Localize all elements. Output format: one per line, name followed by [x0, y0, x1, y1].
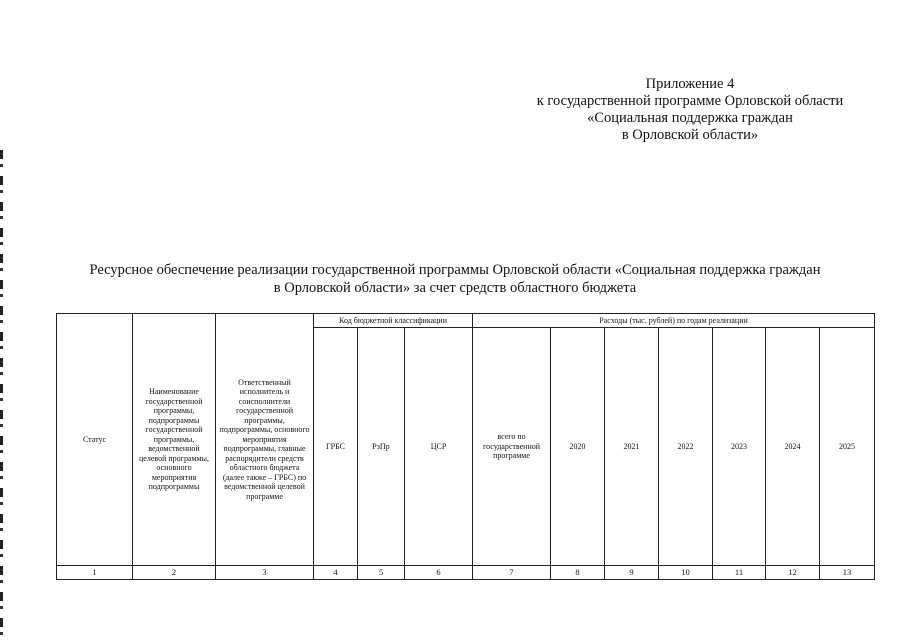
header-total: всего по государственной программе: [473, 328, 551, 566]
appendix-line-2: к государственной программе Орловской области: [536, 93, 844, 109]
scan-edge-artifact: [0, 150, 3, 640]
header-rzpr: РзПр: [358, 328, 405, 566]
appendix-line-1: Приложение 4: [645, 76, 735, 92]
column-number: 5: [358, 566, 405, 580]
column-number: 6: [405, 566, 473, 580]
column-number: 10: [659, 566, 713, 580]
column-number: 9: [605, 566, 659, 580]
appendix-line-4: в Орловской области»: [621, 127, 759, 143]
header-csr: ЦСР: [405, 328, 473, 566]
title-line-2: в Орловской области» за счет средств областного бюджета: [273, 280, 637, 296]
column-number: 7: [473, 566, 551, 580]
header-status: Статус: [57, 314, 133, 566]
column-number: 3: [216, 566, 314, 580]
header-budget-code-group: Код бюджетной классификации: [314, 314, 473, 328]
column-number: 13: [820, 566, 875, 580]
column-number: 12: [766, 566, 820, 580]
column-number: 4: [314, 566, 358, 580]
header-year-2024: 2024: [766, 328, 820, 566]
header-year-2020: 2020: [551, 328, 605, 566]
appendix-header: [490, 76, 890, 144]
header-year-2023: 2023: [713, 328, 766, 566]
column-number: 11: [713, 566, 766, 580]
column-number: 8: [551, 566, 605, 580]
column-number: 1: [57, 566, 133, 580]
column-number: 2: [133, 566, 216, 580]
title-line-1: Ресурсное обеспечение реализации государственной программы Орловской области «Социальная поддержка граждан: [89, 262, 821, 278]
appendix-line-3: «Социальная поддержка граждан: [587, 110, 793, 126]
document-title: [40, 261, 870, 297]
table-group-header-row: [57, 314, 875, 328]
header-name: Наименование государственной программы, подпрограммы государственной программы, ведомственной целевой программы, основного мероприятия подпрограммы: [133, 314, 216, 566]
header-executor: Ответственный исполнитель и соисполнители государственной программы, подпрограммы, основного мероприятия подпрограммы, главные распорядители средств областного бюджета (далее также – ГРБС) по ведомственной целевой программе: [216, 314, 314, 566]
header-expenses-group: Расходы (тыс. рублей) по годам реализации: [473, 314, 875, 328]
header-year-2022: 2022: [659, 328, 713, 566]
header-grbs: ГРБС: [314, 328, 358, 566]
column-number-row: [57, 566, 875, 580]
resource-table: [56, 313, 875, 580]
header-year-2021: 2021: [605, 328, 659, 566]
header-year-2025: 2025: [820, 328, 875, 566]
